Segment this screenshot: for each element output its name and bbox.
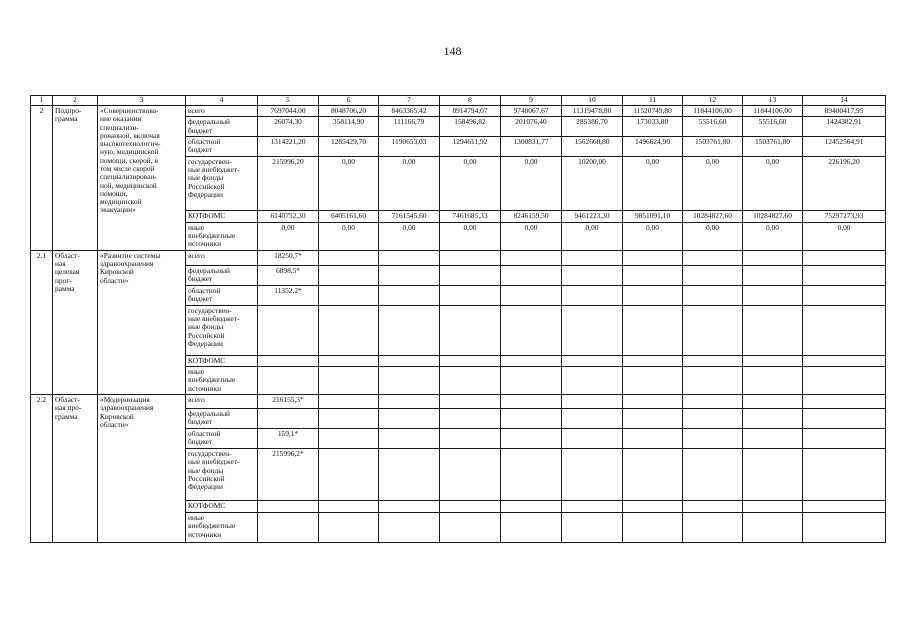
amount-cell xyxy=(623,408,683,428)
amount-cell xyxy=(501,305,562,355)
column-header: 5 xyxy=(258,96,319,106)
page-number: 148 xyxy=(443,44,462,58)
amount-cell xyxy=(623,448,683,500)
amount-cell xyxy=(501,366,562,394)
amount-cell xyxy=(562,355,623,366)
column-header: 6 xyxy=(319,96,379,106)
funding-source: областной бюджет xyxy=(186,428,258,448)
amount-cell xyxy=(743,394,803,408)
amount-cell xyxy=(562,428,623,448)
amount-cell xyxy=(743,512,803,542)
amount-cell xyxy=(683,408,743,428)
amount-cell: 0,00 xyxy=(743,222,803,250)
amount-cell xyxy=(683,428,743,448)
budget-table-body xyxy=(31,96,886,543)
amount-cell: 8463365,42 xyxy=(379,106,440,117)
amount-cell: 0,00 xyxy=(803,222,886,250)
amount-cell: 1424382,91 xyxy=(803,117,886,137)
amount-cell xyxy=(379,394,440,408)
column-header: 3 xyxy=(98,96,186,106)
amount-cell: 6898,5* xyxy=(258,265,319,285)
program-type: Област- ная про- грамма xyxy=(53,394,98,542)
amount-cell xyxy=(440,265,501,285)
amount-cell xyxy=(623,305,683,355)
amount-cell: 1503761,80 xyxy=(743,136,803,156)
amount-cell xyxy=(319,448,379,500)
amount-cell xyxy=(501,250,562,265)
amount-cell: 6405161,60 xyxy=(319,210,379,222)
amount-cell xyxy=(319,285,379,305)
amount-cell: 7161545,60 xyxy=(379,210,440,222)
amount-cell xyxy=(623,366,683,394)
amount-cell xyxy=(803,366,886,394)
amount-cell xyxy=(683,265,743,285)
amount-cell xyxy=(319,305,379,355)
amount-cell xyxy=(562,500,623,512)
amount-cell: 1300831,77 xyxy=(501,136,562,156)
amount-cell xyxy=(623,394,683,408)
column-header: 11 xyxy=(623,96,683,106)
funding-source: КОТФОМС xyxy=(186,210,258,222)
amount-cell xyxy=(743,250,803,265)
amount-cell: 0,00 xyxy=(501,222,562,250)
table-row xyxy=(31,394,886,408)
amount-cell xyxy=(379,355,440,366)
amount-cell xyxy=(440,285,501,305)
amount-cell xyxy=(379,500,440,512)
amount-cell xyxy=(743,428,803,448)
amount-cell: 0,00 xyxy=(440,222,501,250)
amount-cell: 1503761,80 xyxy=(683,136,743,156)
amount-cell xyxy=(440,355,501,366)
amount-cell xyxy=(501,285,562,305)
amount-cell xyxy=(440,305,501,355)
amount-cell xyxy=(440,366,501,394)
amount-cell xyxy=(440,500,501,512)
amount-cell xyxy=(440,250,501,265)
amount-cell xyxy=(562,394,623,408)
amount-cell xyxy=(743,305,803,355)
amount-cell: 9851091,10 xyxy=(623,210,683,222)
funding-source: иные внебюджетные источники xyxy=(186,512,258,542)
column-header: 9 xyxy=(501,96,562,106)
funding-source: федеральный бюджет xyxy=(186,117,258,137)
header-row xyxy=(31,96,886,106)
amount-cell xyxy=(683,448,743,500)
amount-cell: 89400417,95 xyxy=(803,106,886,117)
amount-cell xyxy=(379,250,440,265)
amount-cell xyxy=(562,512,623,542)
amount-cell xyxy=(562,408,623,428)
amount-cell: 18250,7* xyxy=(258,250,319,265)
funding-source: государствен- ные внебюджет- ные фонды Российской Федерации xyxy=(186,156,258,210)
amount-cell: 10284827,60 xyxy=(683,210,743,222)
amount-cell xyxy=(803,250,886,265)
amount-cell: 358114,90 xyxy=(319,117,379,137)
amount-cell: 10200,00 xyxy=(562,156,623,210)
amount-cell xyxy=(258,355,319,366)
amount-cell: 8048706,20 xyxy=(319,106,379,117)
amount-cell: 173033,80 xyxy=(623,117,683,137)
amount-cell xyxy=(803,285,886,305)
amount-cell xyxy=(562,285,623,305)
amount-cell: 0,00 xyxy=(379,222,440,250)
amount-cell xyxy=(803,500,886,512)
amount-cell xyxy=(562,250,623,265)
funding-source: федеральный бюджет xyxy=(186,265,258,285)
amount-cell: 0,00 xyxy=(562,222,623,250)
amount-cell xyxy=(319,500,379,512)
amount-cell xyxy=(743,355,803,366)
amount-cell xyxy=(623,500,683,512)
amount-cell: 55516,60 xyxy=(743,117,803,137)
program-type: Област- ная целевая прог- рамма xyxy=(53,250,98,394)
amount-cell: 8246159,50 xyxy=(501,210,562,222)
amount-cell: 11844106,00 xyxy=(743,106,803,117)
amount-cell xyxy=(379,512,440,542)
amount-cell: 9461223,30 xyxy=(562,210,623,222)
amount-cell xyxy=(440,428,501,448)
amount-cell: 0,00 xyxy=(623,156,683,210)
column-header: 4 xyxy=(186,96,258,106)
amount-cell: 7697044,00 xyxy=(258,106,319,117)
amount-cell: 0,00 xyxy=(379,156,440,210)
amount-cell xyxy=(623,512,683,542)
row-number: 2.1 xyxy=(31,250,53,394)
amount-cell: 111166,79 xyxy=(379,117,440,137)
amount-cell: 11520749,80 xyxy=(623,106,683,117)
amount-cell xyxy=(623,285,683,305)
column-header: 8 xyxy=(440,96,501,106)
amount-cell: 0,00 xyxy=(319,222,379,250)
amount-cell: 215996,20 xyxy=(258,156,319,210)
amount-cell xyxy=(562,366,623,394)
amount-cell: 201076,40 xyxy=(501,117,562,137)
funding-source: федеральный бюджет xyxy=(186,408,258,428)
amount-cell: 9748067,67 xyxy=(501,106,562,117)
amount-cell xyxy=(803,305,886,355)
amount-cell xyxy=(379,448,440,500)
amount-cell: 1285429,70 xyxy=(319,136,379,156)
column-header: 2 xyxy=(53,96,98,106)
amount-cell xyxy=(379,285,440,305)
amount-cell: 75297273,93 xyxy=(803,210,886,222)
amount-cell: 0,00 xyxy=(319,156,379,210)
amount-cell xyxy=(683,394,743,408)
amount-cell xyxy=(319,394,379,408)
amount-cell xyxy=(379,408,440,428)
amount-cell: 11844106,00 xyxy=(683,106,743,117)
amount-cell: 12452564,91 xyxy=(803,136,886,156)
amount-cell: 0,00 xyxy=(683,156,743,210)
program-type: Подпро- грамма xyxy=(53,106,98,251)
amount-cell xyxy=(501,394,562,408)
amount-cell xyxy=(623,355,683,366)
program-name: «Развитие системы здравоохранения Кировской области» xyxy=(98,250,186,394)
amount-cell xyxy=(319,428,379,448)
amount-cell xyxy=(258,366,319,394)
amount-cell: 11352,2* xyxy=(258,285,319,305)
column-header: 1 xyxy=(31,96,53,106)
amount-cell xyxy=(379,366,440,394)
amount-cell xyxy=(803,512,886,542)
amount-cell xyxy=(319,512,379,542)
amount-cell xyxy=(258,408,319,428)
amount-cell xyxy=(683,250,743,265)
amount-cell: 216155,3* xyxy=(258,394,319,408)
amount-cell: 0,00 xyxy=(743,156,803,210)
program-name: «Модернизация здравоохранения Кировской области» xyxy=(98,394,186,542)
amount-cell xyxy=(803,394,886,408)
funding-source: всего xyxy=(186,250,258,265)
amount-cell xyxy=(319,355,379,366)
column-header: 13 xyxy=(743,96,803,106)
amount-cell xyxy=(440,394,501,408)
amount-cell xyxy=(379,428,440,448)
amount-cell: 215996,2* xyxy=(258,448,319,500)
program-name: «Совершенствова- ние оказания специализи- рованной, включая высокотехнологич- ную, медицинской помощи, скорой, в том числе скорой специализирован- ной, медицинской помощи, медицинской эвакуации» xyxy=(98,106,186,251)
column-header: 14 xyxy=(803,96,886,106)
amount-cell xyxy=(501,512,562,542)
amount-cell xyxy=(623,265,683,285)
amount-cell: 8914794,07 xyxy=(440,106,501,117)
amount-cell: 11319478,80 xyxy=(562,106,623,117)
funding-source: всего xyxy=(186,106,258,117)
amount-cell xyxy=(440,448,501,500)
amount-cell xyxy=(803,408,886,428)
amount-cell xyxy=(623,250,683,265)
amount-cell xyxy=(683,355,743,366)
column-header: 12 xyxy=(683,96,743,106)
amount-cell xyxy=(562,448,623,500)
amount-cell xyxy=(743,500,803,512)
amount-cell xyxy=(379,265,440,285)
column-header: 10 xyxy=(562,96,623,106)
amount-cell xyxy=(803,265,886,285)
amount-cell xyxy=(623,428,683,448)
amount-cell: 285386,70 xyxy=(562,117,623,137)
amount-cell xyxy=(743,366,803,394)
amount-cell xyxy=(743,448,803,500)
amount-cell xyxy=(683,512,743,542)
amount-cell xyxy=(501,355,562,366)
funding-source: иные внебюджетные источники xyxy=(186,366,258,394)
amount-cell xyxy=(743,408,803,428)
amount-cell xyxy=(683,285,743,305)
amount-cell xyxy=(683,366,743,394)
amount-cell xyxy=(683,305,743,355)
amount-cell xyxy=(379,305,440,355)
amount-cell: 0,00 xyxy=(683,222,743,250)
amount-cell: 1190653,03 xyxy=(379,136,440,156)
amount-cell xyxy=(319,250,379,265)
funding-source: КОТФОМС xyxy=(186,500,258,512)
amount-cell xyxy=(501,408,562,428)
amount-cell: 0,00 xyxy=(440,156,501,210)
amount-cell xyxy=(562,305,623,355)
amount-cell: 1314221,20 xyxy=(258,136,319,156)
amount-cell xyxy=(319,366,379,394)
amount-cell xyxy=(501,500,562,512)
amount-cell: 1496624,90 xyxy=(623,136,683,156)
amount-cell xyxy=(501,428,562,448)
amount-cell: 0,00 xyxy=(501,156,562,210)
table-row xyxy=(31,106,886,117)
amount-cell xyxy=(440,408,501,428)
amount-cell: 26074,30 xyxy=(258,117,319,137)
funding-source: областной бюджет xyxy=(186,136,258,156)
funding-source: областной бюджет xyxy=(186,285,258,305)
table-row xyxy=(31,250,886,265)
amount-cell: 0,00 xyxy=(623,222,683,250)
amount-cell xyxy=(319,265,379,285)
amount-cell xyxy=(803,428,886,448)
amount-cell: 159,1* xyxy=(258,428,319,448)
amount-cell xyxy=(743,265,803,285)
amount-cell: 7461685,33 xyxy=(440,210,501,222)
funding-source: КОТФОМС xyxy=(186,355,258,366)
funding-source: иные внебюджетные источники xyxy=(186,222,258,250)
amount-cell xyxy=(258,305,319,355)
amount-cell: 1562668,80 xyxy=(562,136,623,156)
budget-table xyxy=(30,95,886,543)
amount-cell: 6140752,30 xyxy=(258,210,319,222)
amount-cell xyxy=(683,500,743,512)
amount-cell xyxy=(501,448,562,500)
amount-cell: 0,00 xyxy=(258,222,319,250)
funding-source: государствен- ные внебюджет- ные фонды Российской Федерации xyxy=(186,448,258,500)
amount-cell: 10284827,60 xyxy=(743,210,803,222)
amount-cell xyxy=(562,265,623,285)
amount-cell xyxy=(258,500,319,512)
amount-cell: 158496,82 xyxy=(440,117,501,137)
amount-cell xyxy=(319,408,379,428)
funding-source: всего xyxy=(186,394,258,408)
amount-cell xyxy=(501,265,562,285)
column-header: 7 xyxy=(379,96,440,106)
amount-cell: 226196,20 xyxy=(803,156,886,210)
row-number: 2 xyxy=(31,106,53,251)
amount-cell xyxy=(803,355,886,366)
funding-source: государствен- ные внебюджет- ные фонды Российской Федерации xyxy=(186,305,258,355)
amount-cell xyxy=(743,285,803,305)
amount-cell: 55516,60 xyxy=(683,117,743,137)
amount-cell xyxy=(258,512,319,542)
amount-cell: 1294611,92 xyxy=(440,136,501,156)
row-number: 2.2 xyxy=(31,394,53,542)
amount-cell xyxy=(803,448,886,500)
amount-cell xyxy=(440,512,501,542)
